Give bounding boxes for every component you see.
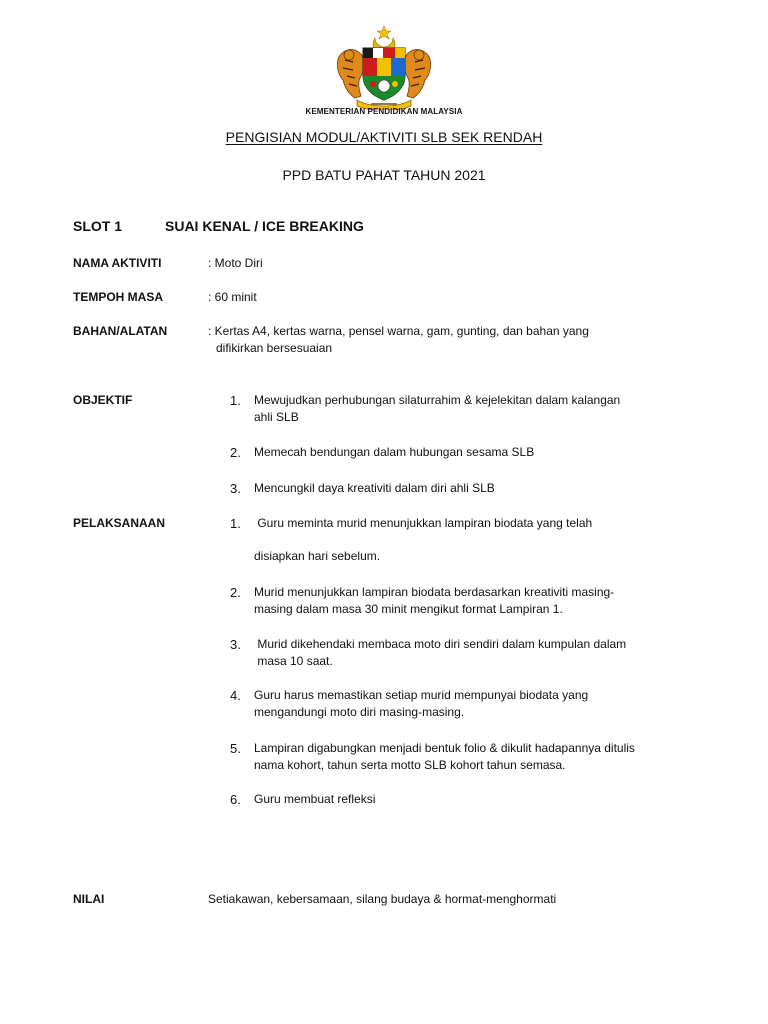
list-text-cont: mengandungi moto diri masing-masing. [254, 705, 465, 719]
list-number: 4. [230, 688, 241, 703]
bahan-alatan-line1: : Kertas A4, kertas warna, pensel warna, gam, gunting, dan bahan yang [208, 324, 589, 338]
pelaksanaan-item [230, 740, 700, 774]
document-title: PENGISIAN MODUL/AKTIVITI SLB SEK RENDAH [225, 129, 543, 145]
slot-number: SLOT 1 [73, 218, 123, 234]
nama-aktiviti-value: : Moto Diri [208, 256, 263, 270]
objektif-item [230, 392, 700, 426]
pelaksanaan-item [230, 515, 700, 532]
pelaksanaan-label: PELAKSANAAN [73, 516, 166, 530]
list-text-cont: ahli SLB [254, 410, 299, 424]
list-text: Murid menunjukkan lampiran biodata berdasarkan kreativiti masing- [254, 585, 615, 599]
list-text-cont: disiapkan hari sebelum. [254, 549, 381, 563]
bahan-alatan-line2: difikirkan bersesuaian [216, 341, 333, 355]
list-text: Guru membuat refleksi [254, 792, 376, 806]
list-text: Murid dikehendaki membaca moto diri sendiri dalam kumpulan dalam [254, 637, 627, 651]
objektif-item [230, 480, 700, 497]
coat-of-arms-icon [331, 24, 437, 110]
list-text: Guru meminta murid menunjukkan lampiran biodata yang telah [254, 516, 593, 530]
tempoh-masa-label: TEMPOH MASA [73, 290, 163, 304]
slot-title: SUAI KENAL / ICE BREAKING [165, 218, 364, 234]
list-text-cont: masa 10 saat. [254, 654, 333, 668]
list-text: Mencungkil daya kreativiti dalam diri ahli SLB [254, 481, 495, 495]
pelaksanaan-item [230, 687, 700, 721]
list-number: 2. [230, 585, 241, 600]
nilai-value: Setiakawan, kebersamaan, silang budaya & hormat-menghormati [208, 892, 557, 906]
list-number: 3. [230, 481, 241, 496]
list-text-cont: nama kohort, tahun serta motto SLB kohort tahun semasa. [254, 758, 566, 772]
nilai-label: NILAI [73, 892, 105, 906]
list-number: 1. [230, 516, 241, 531]
objektif-item [230, 444, 700, 461]
pelaksanaan-item-cont [230, 548, 700, 565]
document-subtitle: PPD BATU PAHAT TAHUN 2021 [282, 167, 486, 183]
list-text: Memecah bendungan dalam hubungan sesama SLB [254, 445, 535, 459]
list-number: 2. [230, 445, 241, 460]
list-text: Mewujudkan perhubungan silaturrahim & kejelekitan dalam kalangan [254, 393, 621, 407]
list-text: Guru harus memastikan setiap murid mempunyai biodata yang [254, 688, 589, 702]
nama-aktiviti-label: NAMA AKTIVITI [73, 256, 162, 270]
list-number: 5. [230, 741, 241, 756]
bahan-alatan-value [208, 323, 688, 357]
pelaksanaan-item [230, 584, 700, 618]
list-text-cont: masing dalam masa 30 minit mengikut format Lampiran 1. [254, 602, 563, 616]
tempoh-masa-value: : 60 minit [208, 290, 257, 304]
pelaksanaan-item [230, 636, 700, 670]
list-number: 1. [230, 393, 241, 408]
pelaksanaan-item [230, 791, 700, 808]
ministry-name: KEMENTERIAN PENDIDIKAN MALAYSIA [305, 107, 463, 116]
bahan-alatan-label: BAHAN/ALATAN [73, 324, 168, 338]
objektif-label: OBJEKTIF [73, 393, 133, 407]
list-text: Lampiran digabungkan menjadi bentuk folio & dikulit hadapannya ditulis [254, 741, 635, 755]
crest-logo [331, 24, 437, 110]
list-number: 3. [230, 637, 241, 652]
list-number: 6. [230, 792, 241, 807]
